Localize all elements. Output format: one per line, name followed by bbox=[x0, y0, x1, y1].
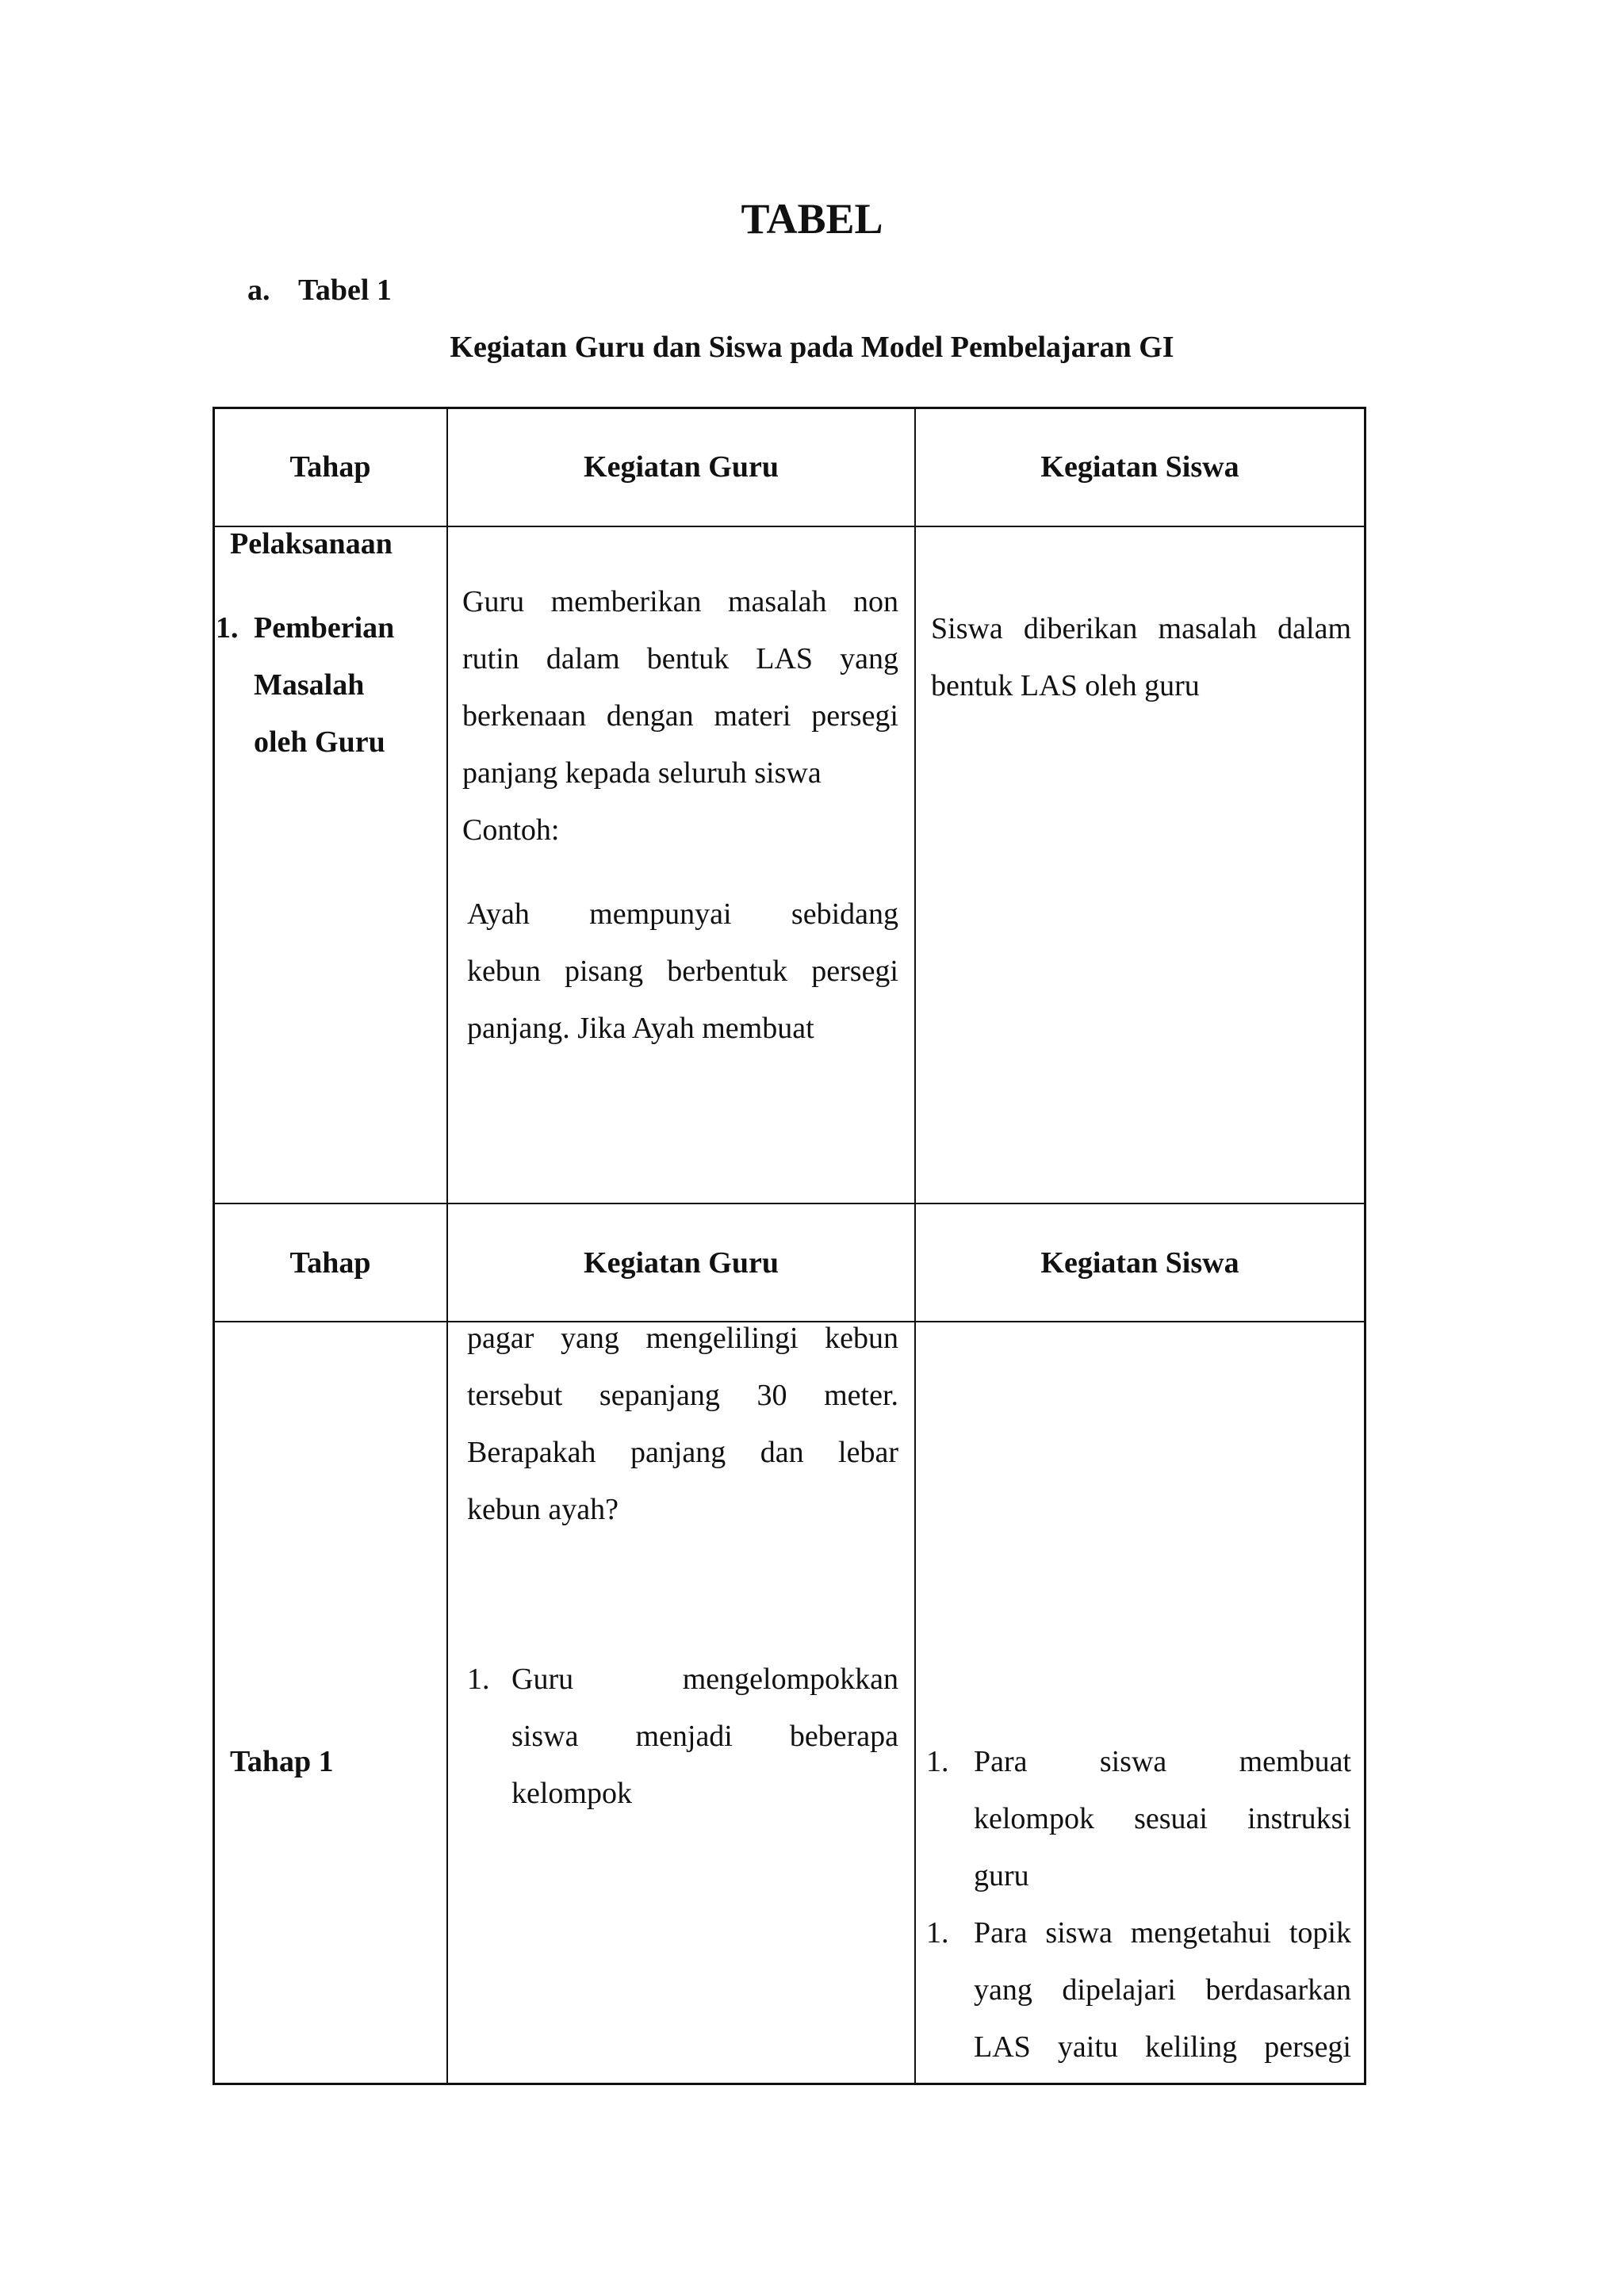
tahap-item-line: oleh Guru bbox=[254, 725, 385, 759]
subheading-label: Tabel 1 bbox=[298, 274, 392, 307]
guru-item-line: siswa menjadi beberapa bbox=[511, 1720, 898, 1753]
table-caption: Kegiatan Guru dan Siswa pada Model Pembelajaran GI bbox=[450, 331, 1174, 364]
siswa-text-line: Siswa diberikan masalah dalam bbox=[931, 612, 1351, 645]
guru-text-line: berkenaan dengan materi persegi bbox=[462, 699, 898, 733]
header-tahap: Tahap bbox=[289, 1246, 371, 1280]
example-problem-line: panjang. Jika Ayah membuat bbox=[467, 1012, 814, 1045]
siswa-item-number: 1. bbox=[926, 1745, 949, 1778]
header-tahap: Tahap bbox=[289, 450, 371, 484]
subheading-marker: a. bbox=[247, 274, 270, 307]
header-kegiatan-siswa: Kegiatan Siswa bbox=[1040, 1246, 1239, 1280]
tahap-item-line: Masalah bbox=[254, 668, 365, 702]
table-subheading bbox=[247, 273, 392, 308]
example-problem-line: kebun pisang berbentuk persegi bbox=[467, 955, 898, 988]
header-kegiatan-guru: Kegiatan Guru bbox=[584, 450, 779, 484]
example-problem-line: pagar yang mengelilingi kebun bbox=[467, 1322, 898, 1355]
guru-text-line: rutin dalam bentuk LAS yang bbox=[462, 642, 898, 675]
tahap-title: Pelaksanaan bbox=[230, 527, 393, 561]
siswa-item-number: 1. bbox=[926, 1916, 949, 1950]
table-border bbox=[1364, 407, 1366, 2085]
guru-text-line: panjang kepada seluruh siswa bbox=[462, 756, 822, 790]
guru-text-line: Contoh: bbox=[462, 813, 560, 847]
siswa-text-line: bentuk LAS oleh guru bbox=[931, 669, 1200, 702]
siswa-item-line: Para siswa membuat bbox=[974, 1745, 1351, 1778]
example-problem-line: Ayah mempunyai sebidang bbox=[467, 897, 898, 931]
guru-item-line: Guru mengelompokkan bbox=[511, 1663, 898, 1696]
header-kegiatan-guru: Kegiatan Guru bbox=[584, 1246, 779, 1280]
siswa-item-line: yang dipelajari berdasarkan bbox=[974, 1973, 1351, 2007]
siswa-item-line: Para siswa mengetahui topik bbox=[974, 1916, 1351, 1950]
tahap-item-line: Pemberian bbox=[254, 611, 395, 645]
tahap-label: Tahap 1 bbox=[230, 1745, 334, 1778]
siswa-item-line: kelompok sesuai instruksi bbox=[974, 1802, 1351, 1835]
table-border bbox=[213, 2083, 1366, 2085]
example-problem-line: tersebut sepanjang 30 meter. bbox=[467, 1379, 898, 1412]
guru-item-number: 1. bbox=[467, 1663, 490, 1696]
example-problem-line: Berapakah panjang dan lebar bbox=[467, 1436, 898, 1469]
guru-item-line: kelompok bbox=[511, 1777, 632, 1810]
siswa-item-line: guru bbox=[974, 1859, 1029, 1892]
page-title: TABEL bbox=[741, 195, 883, 243]
example-problem-line: kebun ayah? bbox=[467, 1493, 619, 1526]
guru-text-line: Guru memberikan masalah non bbox=[462, 585, 898, 618]
header-kegiatan-siswa: Kegiatan Siswa bbox=[1040, 450, 1239, 484]
siswa-item-line: LAS yaitu keliling persegi bbox=[974, 2030, 1351, 2064]
tahap-item-number: 1. bbox=[216, 611, 239, 645]
